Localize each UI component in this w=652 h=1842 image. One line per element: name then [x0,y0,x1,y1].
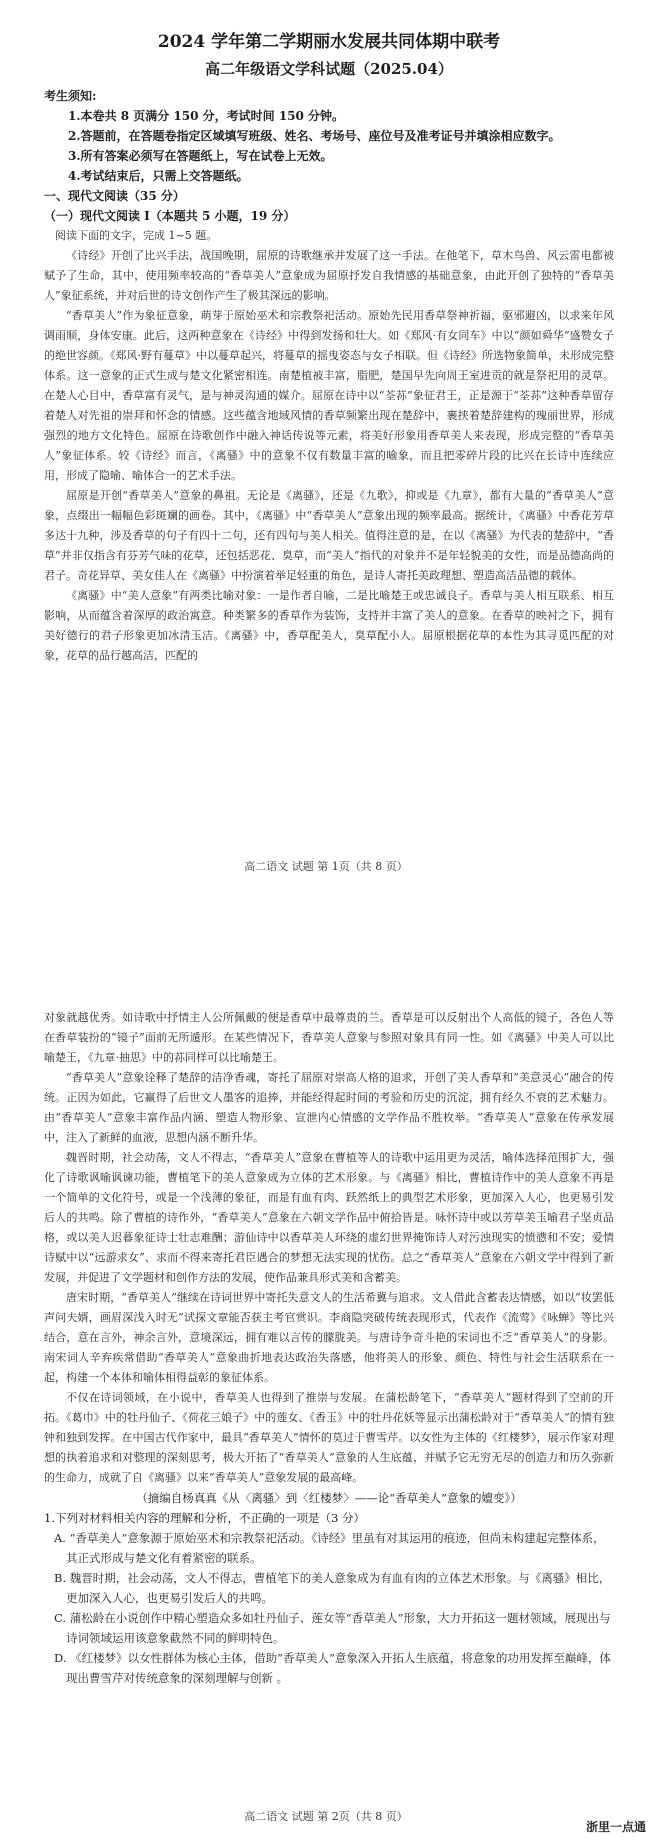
passage-paragraph: 魏晋时期，社会动荡，文人不得志，“香草美人”意象在曹植等人的诗歌中运用更为灵活，喻体选择范围扩大，强化了诗歌讽喻讽谏功能，曹植笔下的美人意象成为立体的艺术形象。与《离骚》相比，曹植诗作中的美人意象不再是一个简单的文化符号，或是一个浅薄的象征，而是有血有肉、跃然纸上的典型艺术形象，更加深入人心，也更易引发后人的共鸣。除了曹植的诗作外，“香草美人”意象在六朝文学作品中俯拾皆是。咏怀诗中或以芳草美玉喻君子坚贞品格，或以美人迟暮象征诗士壮志难酬；游仙诗中以香草美人环绕的虚幻世界掩饰诗人对污浊现实的愤懑和不安；爱情诗赋中以“远游求女”、求而不得来寄托君臣遇合的梦想无法实现的忧伤。总之“香草美人”意象在六朝文学中得到了新发展，并促进了文学题材和创作方法的发展，使作品兼具形式美和含蓄美。 [44,1151,614,1284]
notice-item: 4.考试结束后，只需上交答题纸。 [68,169,249,183]
passage-paragraph: 不仅在诗词领域，在小说中，香草美人也得到了推崇与发展。在蒲松龄笔下，“香草美人”题材得到了空前的开拓。《葛巾》中的牡丹仙子、《荷花三娘子》中的莲女、《香玉》中的牡丹花妖等显示出蒲松龄对于“香草美人”的情有独钟和独到发挥。在中国古代作家中，最具“香草美人”情怀的莫过于曹雪芹。以女性为主体的《红楼梦》，展示作家对理想的执着追求和对整理的深刻思考，极大开拓了“香草美人”意象的人生底蕴，并赋予它无穷无尽的创造力和历久弥新的生命力，成就了自《离骚》以来“香草美人”意象发展的最高峰。 [44,1391,614,1484]
notice-heading: 考生须知: [44,89,97,103]
question-1: 1.下列对材料相关内容的理解和分析，不正确的一项是（3 分） [44,1511,365,1525]
notice-item: 2.答题前，在答题卷指定区域填写班级、姓名、考场号、座位号及准考证号并填涂相应数字。 [68,129,561,143]
page-footer: 高二语文 试题 第 1页（共 8 页） [244,860,408,873]
option-b: B. 魏晋时期，社会动荡，文人不得志，曹植笔下的美人意象成为有血有肉的立体艺术形象。与《离骚》相比，更加深入人心，也更易引发后人的共鸣。 [54,1571,611,1605]
page-footer: 高二语文 试题 第 2页（共 8 页） [244,1810,408,1823]
exam-page-1 [0,0,652,884]
passage-source: （摘编自杨真真《从〈离骚〉到〈红楼梦〉——论“香草美人”意象的嬗变》） [136,1491,522,1505]
notice-item: 3.所有答案必须写在答题纸上，写在试卷上无效。 [68,149,333,163]
passage-paragraph: 屈原是开创“香草美人”意象的鼻祖。无论是《离骚》，还是《九歌》，抑或是《九章》，都有大量的“香草美人”意象，点缀出一幅幅色彩斑斓的画卷。其中，《离骚》中“香草美人”意象出现的频率最高。据统计，《离骚》中香花芳草多达十九种，涉及香草的句子有四十二句，还有四句与美人相关。值得注意的是，在以《离骚》为代表的楚辞中，“香草”并非仅指含有芬芳气味的花草，还包括恶花、臭草，而“美人”指代的对象并不是年轻貌美的女性，而是品德高尚的君子。奇花异草、美女佳人在《离骚》中扮演着举足轻重的角色，是诗人寄托美政理想、塑造高洁品德的载体。 [44,489,614,582]
option-c: C. 蒲松龄在小说创作中精心塑造众多如牡丹仙子、莲女等“香草美人”形象，大力开拓这一题材领域，展现出与诗词领域运用该意象截然不同的鲜明特色。 [54,1611,611,1645]
reading-instruction: 阅读下面的文字，完成 1~5 题。 [55,229,218,242]
option-d: D. 《红楼梦》以女性群体为核心主体，借助“香草美人”意象深入开拓人生底蕴，将意象的功用发挥至巅峰，体现出曹雪芹对传统意象的深刻理解与创新 。 [54,1651,611,1685]
passage-paragraph: 唐宋时期，“香草美人”继续在诗词世界中寄托失意文人的生活希冀与追求。文人借此含蓄表达情感，如以“妆罢低声问夫婿，画眉深浅入时无”试探文章能否获主考官赏识。李商隐突破传统表现形式，代表作《流莺》《咏蝉》等比兴结合，意在言外，神余言外，意境深远，拥有难以言传的朦胧美。与唐诗争奇斗艳的宋词也不乏“香草美人”的身影。南宋词人辛弃疾常借助“香草美人”意象曲折地表达政治失落感，他将美人的形象、颜色、特性与社会生活联系在一起，构建一个本体和喻体相得益彰的象征体系。 [44,1291,614,1384]
subsection-heading: （一）现代文阅读 I（本题共 5 小题，19 分） [44,209,296,223]
passage-paragraph: “香草美人”作为象征意象，萌芽于原始巫术和宗教祭祀活动。原始先民用香草祭神祈福，驱邪避凶，以求来年风调雨顺，身体安康。此后，这两种意象在《诗经》中得到发扬和壮大。如《郑风·有女同车》中以“颜如舜华”盛赞女子的绝世容颜。《郑风·野有蔓草》中以蔓草起兴，将蔓草的摇曳姿态与女子相联。但《诗经》所选物象简单，未形成完整体系。这一意象的正式生成与楚文化紧密相连。南楚植被丰富，脂肥，楚国早先向周王室进贡的就是祭祀用的灵草。在楚人心目中，香草富有灵气，是与神灵沟通的媒介。屈原在诗中以“荃荪”象征君王，正是源于“荃荪”这种香草留存着楚人对先祖的崇拜和怀念的情感。这些蕴含地域风情的香草频繁出现在楚辞中，裹挟着楚辞建构的瑰丽世界，形成强烈的地方文化特色。屈原在诗歌创作中融入神话传说等元素，将美好形象用香草美人来表现，形成完整的“香草美人”象征体系。较《诗经》而言，《离骚》中的意象不仅有数量丰富的喻象，而且把零碎片段的比兴在长诗中连续应用，形成了隐喻、喻体合一的艺术手法。 [44,309,614,482]
passage-paragraph: 《离骚》中“美人意象”有两类比喻对象：一是作者自喻，二是比喻楚王或忠诚良子。香草与美人相互联系、相互影响，从而蕴含着深厚的政治寓意。种类繁多的香草作为装饰，支持并丰富了美人的意象。在香草的映衬之下，拥有美好德行的君子形象更加冰清玉洁。《离骚》中，香草配美人，臭草配小人。屈原根据花草的本性为其寻觅匹配的对象，花草的品行越高洁，匹配的 [44,589,614,662]
passage-paragraph: 对象就越优秀。如诗歌中抒情主人公所佩戴的便是香草中最尊贵的兰。香草是可以反射出个人高低的镜子，各色人等在香草装扮的“镜子”面前无所遁形。在某些情况下，香草美人意象与参照对象具有同一性。如《离骚》中美人可以比喻楚王，《九章·抽思》中的荪同样可以比喻楚王。 [44,1011,614,1064]
option-a: A. “香草美人”意象源于原始巫术和宗教祭祀活动。《诗经》里虽有对其运用的痕迹，但尚未构建起完整体系，其正式形成与楚文化有着紧密的联系。 [54,1531,605,1565]
page-2-content [44,1008,614,1688]
exam-subtitle: 高二年级语文学科试题（2025.04） [205,60,453,78]
exam-title: 2024 学年第二学期丽水发展共同体期中联考 [157,32,501,52]
notice-item: 1.本卷共 8 页满分 150 分，考试时间 150 分钟。 [68,109,345,123]
page-1-content [44,30,614,666]
watermark-logo: 浙里一点通 [585,1820,646,1834]
section-heading: 一、现代文阅读（35 分） [44,189,185,203]
exam-page-2 [0,884,652,1842]
passage-paragraph: “香草美人”意象诠释了楚辞的洁净香魂，寄托了屈原对崇高人格的追求，开创了美人香草和“美意灵心”融合的传统。正因为如此，它赢得了后世文人墨客的追捧，并能经得起时间的考验和历史的沉淀，拥有经久不衰的艺术魅力。由“香草美人”意象丰富作品内涵、塑造人物形象、宣泄内心情感的文学作品不胜枚举。“香草美人”意象在传承发展中，注入了新鲜的血液，思想内涵不断升华。 [44,1071,614,1144]
passage-paragraph: 《诗经》开创了比兴手法，战国晚期，屈原的诗歌继承并发展了这一手法。在他笔下，草木鸟兽、风云雷电都被赋予了生命，其中，使用频率较高的“香草美人”意象成为屈原抒发自我情感的基础意象，由此开创了独特的“香草美人”象征系统，并对后世的诗文创作产生了极其深远的影响。 [44,249,614,302]
